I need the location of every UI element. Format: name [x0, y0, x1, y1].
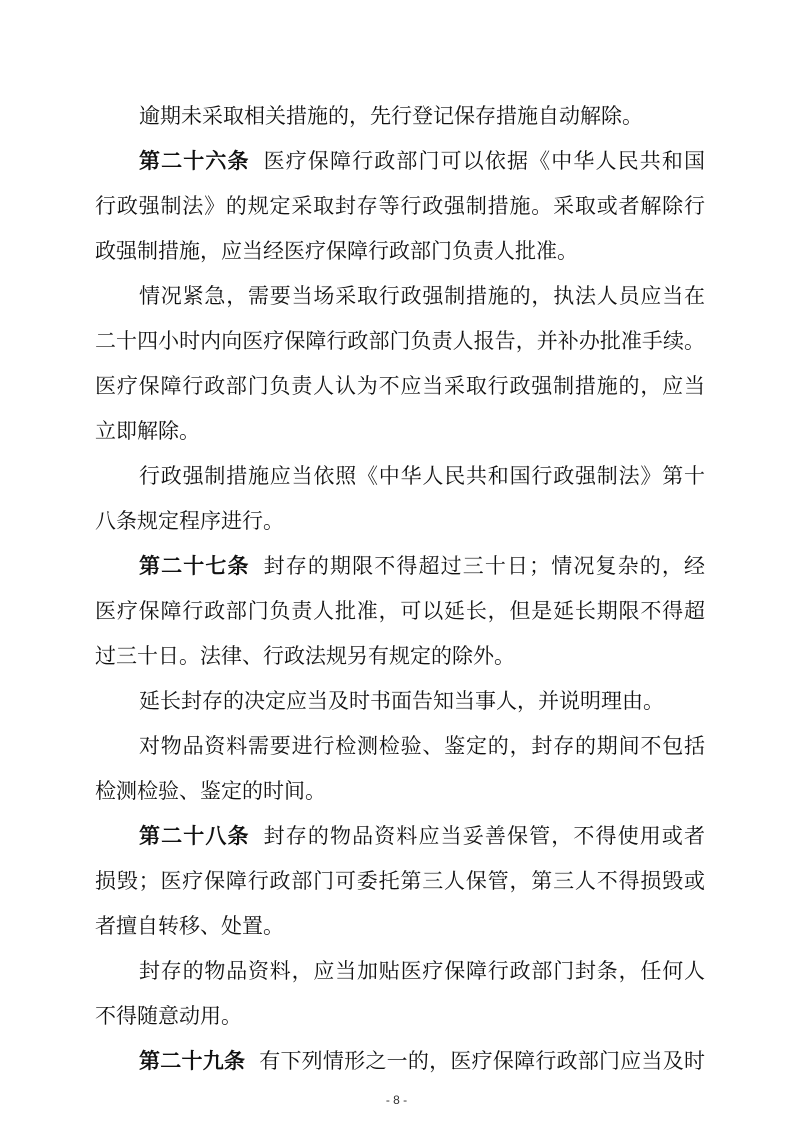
paragraph-line: 医疗保障行政部门负责人认为不应当采取行政强制措施的，应当 [95, 374, 705, 398]
paragraph-text: 封存的期限不得超过三十日；情况复杂的，经 [263, 554, 705, 578]
paragraph-line: 封存的物品资料，应当加贴医疗保障行政部门封条，任何人 [139, 959, 705, 983]
paragraph-line: 行政强制措施应当依照《中华人民共和国行政强制法》第十 [139, 464, 705, 488]
paragraph-line: 医疗保障行政部门负责人批准，可以延长，但是延长期限不得超 [95, 599, 705, 623]
paragraph-line: 者擅自转移、处置。 [95, 914, 284, 938]
paragraph-text: 封存的物品资料应当妥善保管，不得使用或者 [263, 824, 705, 848]
paragraph-text: 医疗保障行政部门可以依据《中华人民共和国 [263, 149, 705, 173]
article-28-first-line [95, 818, 705, 854]
article-28-heading: 第二十八条 [139, 824, 250, 848]
paragraph-line: 情况紧急，需要当场采取行政强制措施的，执法人员应当在 [139, 284, 705, 308]
article-27-heading: 第二十七条 [139, 554, 250, 578]
paragraph-line: 对物品资料需要进行检测检验、鉴定的，封存的期间不包括 [139, 734, 705, 758]
page-number: - 8 - [385, 1093, 408, 1107]
paragraph-line: 二十四小时内向医疗保障行政部门负责人报告，并补办批准手续。 [95, 329, 705, 353]
paragraph-line: 不得随意动用。 [95, 1004, 242, 1028]
paragraph-line: 政强制措施，应当经医疗保障行政部门负责人批准。 [95, 239, 578, 263]
paragraph-line: 逾期未采取相关措施的，先行登记保存措施自动解除。 [139, 104, 643, 128]
paragraph-line: 检测检验、鉴定的时间。 [95, 779, 326, 803]
article-29-heading: 第二十九条 [139, 1049, 246, 1073]
paragraph-line: 延长封存的决定应当及时书面告知当事人，并说明理由。 [139, 689, 664, 713]
paragraph-line: 八条规定程序进行。 [95, 509, 284, 533]
paragraph-line: 过三十日。法律、行政法规另有规定的除外。 [95, 644, 515, 668]
paragraph-line: 立即解除。 [95, 419, 200, 443]
paragraph-text: 有下列情形之一的，医疗保障行政部门应当及时 [259, 1049, 706, 1073]
article-26-first-line [95, 143, 705, 179]
article-26-heading: 第二十六条 [139, 149, 250, 173]
paragraph-line: 行政强制法》的规定采取封存等行政强制措施。采取或者解除行 [95, 194, 705, 218]
article-27-first-line [95, 548, 705, 584]
paragraph-line: 损毁；医疗保障行政部门可委托第三人保管，第三人不得损毁或 [95, 869, 705, 893]
article-29-first-line [95, 1043, 705, 1079]
